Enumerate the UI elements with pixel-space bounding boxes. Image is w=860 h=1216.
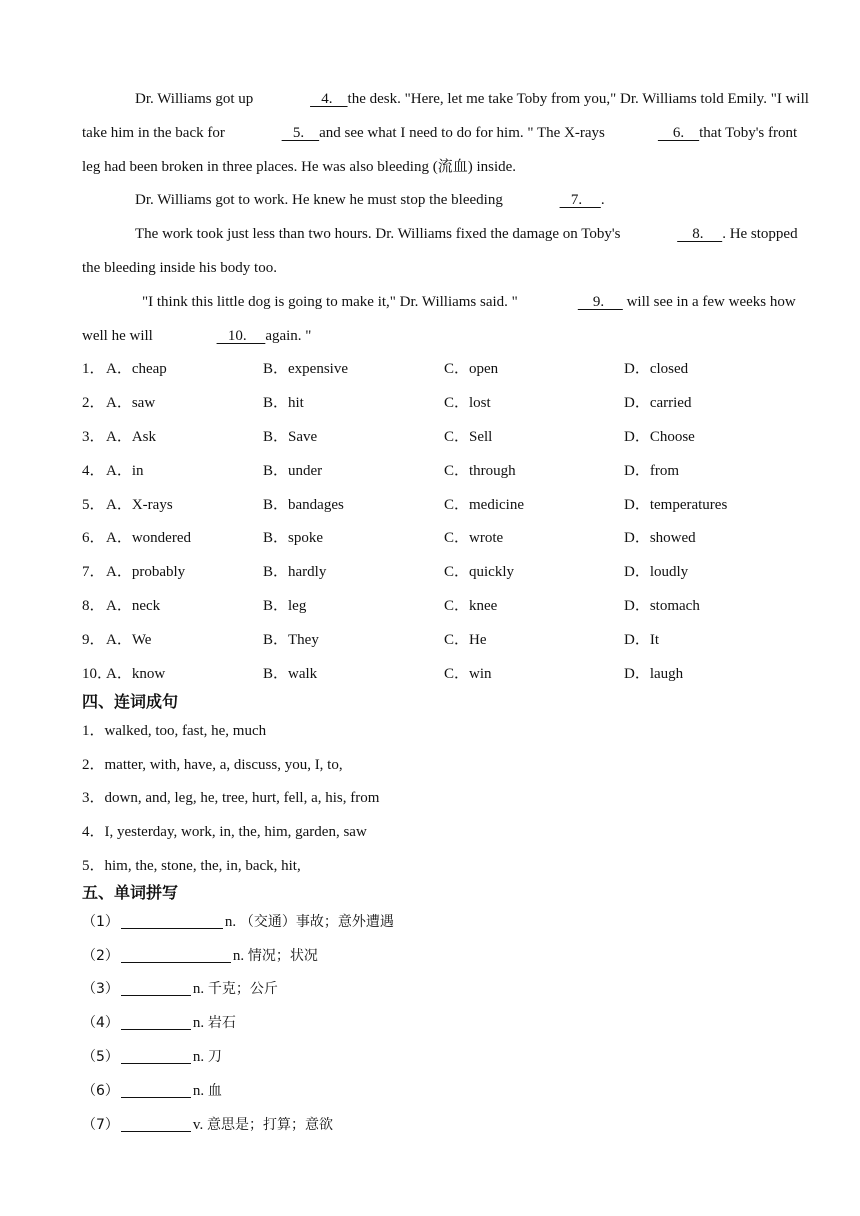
option-c[interactable]: C．lost	[444, 395, 491, 411]
passage-paragraph-3	[82, 217, 812, 285]
question-options-row	[82, 657, 812, 691]
question-options-row	[82, 488, 812, 522]
blank-8: 8.	[677, 226, 723, 242]
sentence-item: 2．matter, with, have, a, discuss, you, I, to,	[82, 757, 343, 773]
option-a[interactable]: A．wondered	[106, 530, 191, 546]
item-number: （1）	[82, 914, 119, 930]
answer-blank[interactable]	[121, 910, 223, 929]
spelling-item	[82, 972, 278, 1006]
spelling-item	[82, 1006, 236, 1040]
question-number: 2．	[82, 395, 105, 411]
spelling-item	[82, 905, 394, 939]
part-of-speech: n.	[192, 1015, 205, 1031]
option-a[interactable]: A．probably	[106, 564, 186, 580]
question-options-row	[82, 352, 812, 386]
part-of-speech: n.	[224, 914, 237, 930]
option-d[interactable]: D．laugh	[624, 666, 684, 682]
option-b[interactable]: B．Save	[263, 429, 318, 445]
answer-blank[interactable]	[121, 1113, 191, 1132]
option-a[interactable]: A．neck	[106, 598, 161, 614]
blank-9: 9.	[577, 294, 623, 310]
question-number: 4．	[82, 463, 105, 479]
meaning: 情况；状况	[247, 948, 318, 964]
question-options-row	[82, 555, 812, 589]
section-5-title: 五、单词拼写	[82, 883, 179, 902]
item-number: （6）	[82, 1083, 119, 1099]
option-c[interactable]: C．Sell	[444, 429, 493, 445]
question-number: 1．	[82, 361, 105, 377]
passage-text: .	[600, 192, 605, 208]
passage-text: the desk. "Here, let me take Toby from you," Dr. Williams told Emily. "I will take him in the back for	[82, 91, 809, 141]
sentence-item: 4．I, yesterday, work, in, the, him, garden, saw	[82, 824, 367, 840]
option-d[interactable]: D．loudly	[624, 564, 689, 580]
blank-7: 7.	[559, 192, 601, 208]
option-b[interactable]: B．leg	[263, 598, 307, 614]
question-number: 8．	[82, 598, 105, 614]
passage-text: Dr. Williams got to work. He knew he must stop the bleeding	[135, 192, 507, 208]
option-c[interactable]: C．through	[444, 463, 516, 479]
item-number: （3）	[82, 981, 119, 997]
part-of-speech: v.	[192, 1117, 204, 1133]
passage-text: The work took just less than two hours. Dr. Williams fixed the damage on Toby's	[135, 226, 625, 242]
sentence-item: 3．down, and, leg, he, tree, hurt, fell, a, his, from	[82, 790, 380, 806]
answer-blank[interactable]	[121, 977, 191, 996]
blank-4: 4.	[310, 91, 348, 107]
question-options-row	[82, 521, 812, 555]
option-d[interactable]: D．stomach	[624, 598, 700, 614]
spelling-item	[82, 1040, 222, 1074]
meaning: 刀	[207, 1049, 222, 1065]
blank-10: 10.	[216, 328, 266, 344]
option-b[interactable]: B．They	[263, 632, 319, 648]
question-number: 6．	[82, 530, 105, 546]
part-of-speech: n.	[192, 1083, 205, 1099]
option-d[interactable]: D．showed	[624, 530, 696, 546]
option-c[interactable]: C．win	[444, 666, 492, 682]
spelling-item	[82, 1108, 333, 1142]
option-c[interactable]: C．quickly	[444, 564, 514, 580]
answer-blank[interactable]	[121, 1079, 191, 1098]
spelling-item	[82, 1074, 222, 1108]
question-options-row	[82, 454, 812, 488]
passage-paragraph-2	[82, 183, 812, 217]
question-options-row	[82, 623, 812, 657]
answer-blank[interactable]	[121, 1045, 191, 1064]
option-c[interactable]: C．He	[444, 632, 487, 648]
option-b[interactable]: B．walk	[263, 666, 318, 682]
option-a[interactable]: A．Ask	[106, 429, 157, 445]
option-a[interactable]: A．X-rays	[106, 497, 173, 513]
section-4-title: 四、连词成句	[82, 692, 179, 711]
option-c[interactable]: C．wrote	[444, 530, 504, 546]
option-c[interactable]: C．open	[444, 361, 499, 377]
meaning: 血	[207, 1083, 222, 1099]
passage-text: . He stopped the bleeding inside his body too.	[82, 226, 798, 276]
answer-blank[interactable]	[121, 1011, 191, 1030]
blank-5: 5.	[281, 125, 320, 141]
question-number: 5．	[82, 497, 105, 513]
item-number: （2）	[82, 948, 119, 964]
option-d[interactable]: D．It	[624, 632, 659, 648]
answer-blank[interactable]	[121, 944, 231, 963]
blank-6: 6.	[657, 125, 700, 141]
question-options-row	[82, 386, 812, 420]
option-c[interactable]: C．medicine	[444, 497, 524, 513]
question-number: 9．	[82, 632, 105, 648]
option-a[interactable]: A．We	[106, 632, 152, 648]
option-d[interactable]: D．carried	[624, 395, 692, 411]
option-d[interactable]: D．closed	[624, 361, 689, 377]
meaning: 岩石	[207, 1015, 236, 1031]
option-b[interactable]: B．expensive	[263, 361, 348, 377]
option-d[interactable]: D．from	[624, 463, 679, 479]
passage-paragraph-4	[82, 285, 812, 353]
question-number: 10．	[82, 666, 113, 682]
option-b[interactable]: B．under	[263, 463, 323, 479]
part-of-speech: n.	[232, 948, 245, 964]
option-d[interactable]: D．Choose	[624, 429, 695, 445]
item-number: （4）	[82, 1015, 119, 1031]
meaning: 千克；公斤	[207, 981, 278, 997]
passage-text: Dr. Williams got up	[135, 91, 258, 107]
sentence-item: 1．walked, too, fast, he, much	[82, 723, 267, 739]
question-number: 7．	[82, 564, 105, 580]
item-number: （7）	[82, 1117, 119, 1133]
option-b[interactable]: B．hardly	[263, 564, 327, 580]
item-number: （5）	[82, 1049, 119, 1065]
spelling-item	[82, 939, 318, 973]
option-b[interactable]: B．bandages	[263, 497, 344, 513]
passage-text: again. "	[265, 328, 312, 344]
part-of-speech: n.	[192, 981, 205, 997]
option-b[interactable]: B．hit	[263, 395, 304, 411]
passage-text: "I think this little dog is going to make it," Dr. Williams said. "	[142, 294, 518, 310]
meaning: 意思是；打算；意欲	[206, 1117, 333, 1133]
passage-text: and see what I need to do for him. " The X-rays	[319, 125, 605, 141]
option-b[interactable]: B．spoke	[263, 530, 324, 546]
option-a[interactable]: A．cheap	[106, 361, 167, 377]
option-d[interactable]: D．temperatures	[624, 497, 728, 513]
passage-text: that Toby's front leg had been broken in three places. He was also bleeding (流血) inside.	[82, 125, 798, 175]
part-of-speech: n.	[192, 1049, 205, 1065]
sentence-item: 5．him, the, stone, the, in, back, hit,	[82, 858, 301, 874]
option-a[interactable]: A．know	[106, 666, 166, 682]
question-options-row	[82, 589, 812, 623]
option-c[interactable]: C．knee	[444, 598, 498, 614]
meaning: （交通）事故；意外遭遇	[239, 914, 394, 930]
option-a[interactable]: A．saw	[106, 395, 156, 411]
option-a[interactable]: A．in	[106, 463, 144, 479]
question-options-row	[82, 420, 812, 454]
passage-text: will see in a few weeks how well he will	[82, 294, 796, 344]
question-number: 3．	[82, 429, 105, 445]
passage-paragraph-1	[82, 82, 812, 184]
